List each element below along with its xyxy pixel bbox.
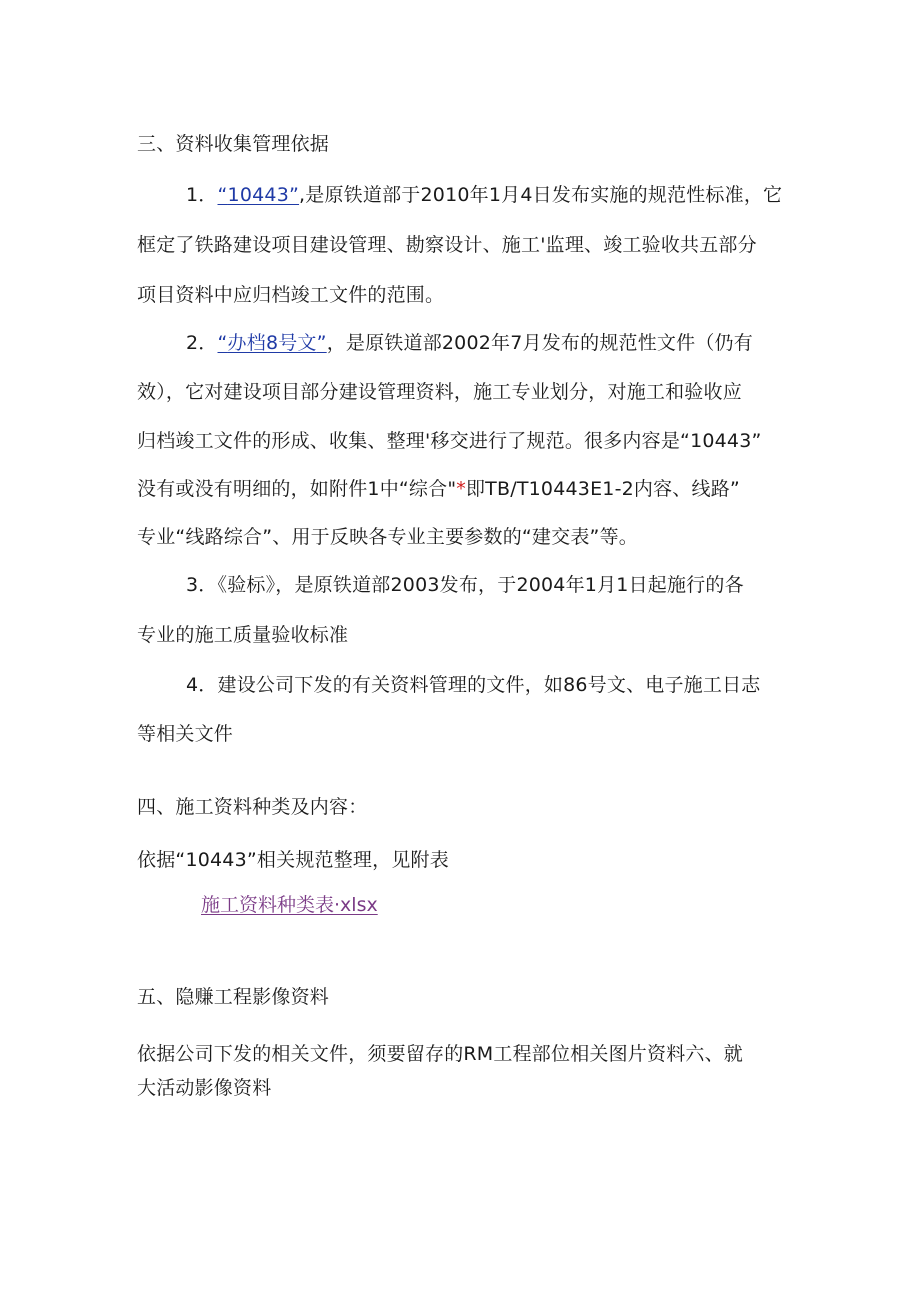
item-3-line-1: 3．《验标》，是原铁道部2003发布，于2004年1月1日起施行的各	[186, 574, 744, 596]
section-5-line-2: 大活动影像资料	[137, 1077, 272, 1099]
item-1-number: 1．	[186, 184, 218, 206]
section-5-line-1: 依据公司下发的相关文件，须要留存的RM工程部位相关图片资料六、就	[137, 1043, 743, 1065]
standard-10443-link[interactable]: “10443”	[217, 184, 300, 206]
document-8-link[interactable]: “办档8号文”	[217, 332, 327, 354]
item-1-line-1	[186, 182, 782, 208]
item-2-text: ，是原铁道部2002年7月发布的规范性文件（仍有	[326, 332, 753, 354]
item-1-line-2: 框定了铁路建设项目建设管理、勘察设计、施工'监理、竣工验收共五部分	[137, 234, 757, 256]
item-2-line-4: 没有或没有明细的，如附件1中“综合"*即TB/T10443E1-2内容、线路”	[137, 478, 740, 500]
section-4-heading: 四、施工资料种类及内容：	[137, 796, 368, 818]
item-2-line-5: 专业“线路综合”、用于反映各专业主要参数的“建交表”等。	[137, 526, 638, 548]
item-3-line-2: 专业的施工质量验收标准	[137, 624, 349, 646]
item-4-line-2: 等相关文件	[137, 723, 234, 745]
item-2-line-3: 归档竣工文件的形成、收集、整理'移交进行了规范。很多内容是“10443”	[137, 430, 762, 452]
section-5-heading: 五、隐赚工程影像资料	[137, 986, 330, 1008]
section-4-text: 依据“10443”相关规范整理，见附表	[137, 849, 449, 871]
red-asterisk: *	[456, 478, 466, 500]
item-1-text: ,是原铁道部于2010年1月4日发布实施的规范性标准，它	[299, 184, 783, 206]
item-1-line-3: 项目资料中应归档竣工文件的范围。	[137, 284, 445, 306]
item-2-line-2: 效），它对建设项目部分建设管理资料，施工专业划分，对施工和验收应	[137, 381, 742, 403]
item-4-line-1: 4．建设公司下发的有关资料管理的文件，如86号文、电子施工日志	[186, 674, 761, 696]
item-2-line-1	[186, 330, 753, 356]
attachment-xlsx-link[interactable]: 施工资料种类表·xlsx	[201, 894, 378, 916]
section-3-heading: 三、资料收集管理依据	[137, 133, 330, 155]
item-2-number: 2．	[186, 332, 218, 354]
